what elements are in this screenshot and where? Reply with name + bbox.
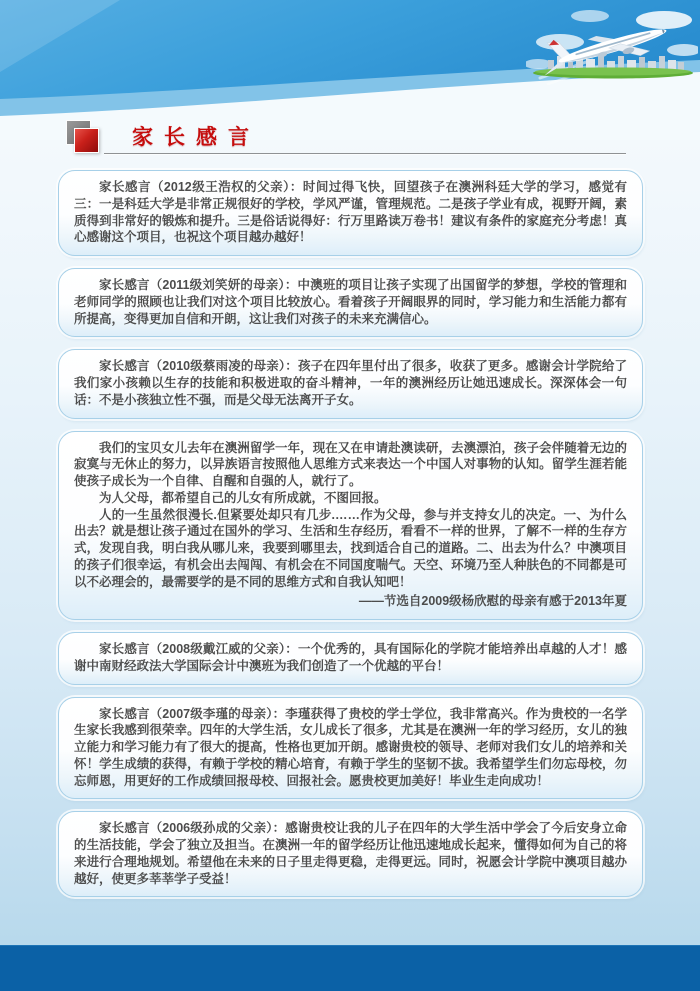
airplane-city-illustration [526,4,698,98]
grass-icon [533,68,693,79]
red-square-icon [74,128,99,153]
title-underline [104,153,626,155]
testimonial-attribution: ——节选自2009级杨欣慰的母亲有感于2013年夏 [358,594,627,609]
page-title: 家长感言 [132,124,260,149]
testimonial-card-2009 [58,431,643,621]
footer-bar [0,945,700,991]
testimonial-text: 人的一生虽然很漫长.但紧要处却只有几步.……作为父母，参与并支持女儿的决定。一、为什么出去？就是想让孩子通过在国外的学习、生活和生存经历，看看不一样的世界，了解不一样的生存方式，发现自我，明白我从哪儿来，我要到哪里去，找到适合自己的道路。二、出去为什么？中澳项目的孩子们很幸运，有机会出去闯闯、有机会在不同国度喘气。天空、环境乃至人种肤色的不同都是可以不必理会的，最需要学的是不同的思维方式和自我认知吧！ [74,507,627,589]
testimonial-card-2010 [58,349,643,418]
section-title-row [66,120,631,162]
testimonial-card-2006 [58,811,643,897]
testimonial-text: 家长感言（2008级戴江威的父亲）：一个优秀的，具有国际化的学院才能培养出卓越的人才！感谢中南财经政法大学国际会计中澳班为我们创造了一个优越的平台！ [74,642,627,673]
testimonial-card-2011 [58,268,643,337]
testimonial-card-2012 [58,170,643,256]
testimonial-text: 我们的宝贝女儿去年在澳洲留学一年，现在又在申请赴澳读研，去澳漂泊，孩子会伴随着无边的寂寞与无休止的努力，以异族语言按照他人思维方式来表达一个中国人对事物的认知。留学生涯若能使孩子成长为一个自律、自醒和自强的人，就行了。 [74,440,627,488]
testimonial-card-2007 [58,697,643,800]
testimonial-text: 家长感言（2007级李瑾的母亲）：李瑾获得了贵校的学士学位，我非常高兴。作为贵校的一名学生家长我感到很荣幸。四年的大学生活，女儿成长了很多，尤其是在澳洲一年的学习经历，女儿的独立能力和学习能力有了很大的提高，性格也更加开朗。感谢贵校的领导、老师对我们女儿的培养和关怀！学生成绩的获得，有赖于学校的精心培育，有赖于学生的坚韧不拔。我希望学生们勿忘母校，勿忘师恩，用更好的工作成绩回报母校、回报社会。愿贵校更加美好！毕业生走向成功！ [74,706,627,788]
testimonial-text: 为人父母，都希望自己的儿女有所成就，不图回报。 [99,490,387,505]
airplane-illustration [526,4,698,98]
testimonial-text: 家长感言（2011级刘笑妍的母亲）：中澳班的项目让孩子实现了出国留学的梦想，学校的管理和老师同学的照顾也让我们对这个项目比较放心。看着孩子开阔眼界的同时，学习能力和生活能力都有所提高，变得更加自信和开朗，这让我们对孩子的未来充满信心。 [74,278,627,326]
testimonial-text: 家长感言（2010级蔡雨凌的母亲）：孩子在四年里付出了很多，收获了更多。感谢会计学院给了我们家小孩赖以生存的技能和积极进取的奋斗精神，一年的澳洲经历让她迅速成长。深深体会一句话：不是小孩独立性不强，而是父母无法离开子女。 [74,359,627,407]
testimonials-list [0,170,700,909]
testimonial-card-2008 [58,632,643,685]
testimonial-text: 家长感言（2006级孙成的父亲）：感谢贵校让我的儿子在四年的大学生活中学会了今后安身立命的生活技能，学会了独立及担当。在澳洲一年的留学经历让他迅速地成长起来，懂得如何为自己的将来进行合理地规划。希望他在未来的日子里走得更稳，走得更远。同时，祝愿会计学院中澳项目越办越好，使更多莘莘学子受益！ [74,821,627,886]
testimonial-text: 家长感言（2012级王浩权的父亲）：时间过得飞快，回望孩子在澳洲科廷大学的学习，感觉有三：一是科廷大学是非常正规很好的学校，学风严谨，管理规范。二是孩子学业有成，视野开阔，素质得到非常好的锻炼和提升。三是俗话说得好：行万里路读万卷书！建议有条件的家庭充分考虑！真心感谢这个项目，也祝这个项目越办越好！ [74,180,627,245]
